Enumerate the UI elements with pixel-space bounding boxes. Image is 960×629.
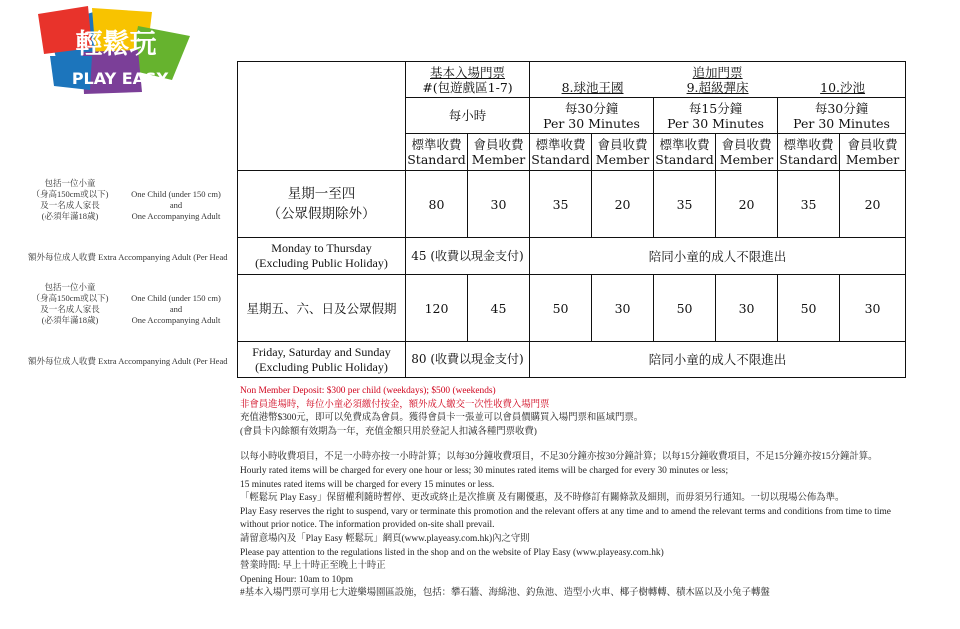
col-standard: 標準收費 Standard (406, 134, 468, 171)
side-en-line: One Child (under 150 cm) (131, 293, 221, 303)
side-en-line: and (169, 304, 183, 314)
price-cell: 30 (840, 275, 906, 342)
logo-chinese: 輕鬆玩 (75, 29, 157, 60)
zone-ball-pool: 8.球池王國 (561, 79, 624, 95)
rate-ball-pool (530, 98, 654, 134)
basic-ticket-title: 基本入場門票 (430, 64, 506, 80)
price-cell: 30 (592, 275, 654, 342)
facilities-note: #基本入場門票可享用七大遊樂場園區設施，包括：攀石牆、海綿池、釣魚池、造型小火車、椰子樹轉轉、積木區以及小兔子轉盤 (240, 588, 770, 599)
side-extra-text: 額外每位成人收費 Extra Accompanying Adult (Per Head (28, 356, 228, 366)
price-cell: 30 (716, 275, 778, 342)
col-member: 會員收費 Member (592, 134, 654, 171)
side-zh-line: 包括一位小童 (44, 282, 96, 292)
price-cell: 20 (592, 171, 654, 238)
addon-ticket-header (530, 62, 906, 98)
zone-sandpit: 10.沙池 (820, 79, 866, 95)
rate-zh: 每15分鐘 (688, 100, 743, 116)
side-zh-line: （身高150cm或以下) (31, 189, 109, 199)
price-cell: 35 (530, 171, 592, 238)
price-table (237, 61, 906, 378)
member-validity-note: (會員卡內餘額有效期為一年，充值金額只用於登記人扣減各種門票收費) (240, 426, 537, 437)
side-en-line: One Accompanying Adult (131, 211, 221, 221)
deposit-note-zh: 非會員進場時，每位小童必須繳付按金，額外成人繳交一次性收費入場門票 (240, 399, 550, 410)
rate-en: Per 30 Minutes (793, 115, 890, 131)
col-standard: 標準收費 Standard (778, 134, 840, 171)
col-standard: 標準收費 Standard (654, 134, 716, 171)
col-member: 會員收費 Member (840, 134, 906, 171)
side-zh-line: (必須年滿18歲) (41, 315, 99, 325)
table-row-weekend-extra (238, 342, 906, 378)
rights-note-en-2: without prior notice. The information provided on-site shall prevail. (240, 520, 495, 531)
basic-ticket-sub: #(包遊戲區1-7) (422, 79, 513, 95)
deposit-note-en: Non Member Deposit: $300 per child (weekdays); $500 (weekends) (240, 386, 496, 396)
side-en-line: One Accompanying Adult (131, 315, 221, 325)
member-note: 充值港幣$300元，即可以免費成為會員。獲得會員卡一張並可以會員價購買入場門票和區域門票。 (240, 413, 644, 424)
basic-ticket-header (406, 62, 530, 98)
rate-en: Per 30 Minutes (543, 115, 640, 131)
zone-trampoline: 9.超級彈床 (686, 79, 749, 95)
price-cell: 50 (778, 275, 840, 342)
table-row-weekday (238, 171, 906, 238)
opening-hours-zh: 營業時間: 早上十時正至晚上十時正 (240, 561, 386, 572)
side-zh-line: 及一名成人家長 (40, 304, 100, 314)
price-cell: 20 (716, 171, 778, 238)
unlimited-note: 陪同小童的成人不限進出 (530, 342, 906, 378)
side-en-line: and (169, 200, 183, 210)
rate-zh: 每30分鐘 (564, 100, 619, 116)
table-row-weekday-extra (238, 238, 906, 275)
charging-rule-en-2: 15 minutes rated items will be charged for every 15 minutes or less. (240, 479, 495, 490)
per-hour-label: 每小時 (406, 98, 530, 134)
side-zh-line: 包括一位小童 (44, 178, 96, 188)
col-member: 會員收費 Member (468, 134, 530, 171)
row-label-weekday: 星期一至四 （公眾假期除外） (238, 171, 406, 238)
side-zh-line: 及一名成人家長 (40, 200, 100, 210)
price-cell: 35 (778, 171, 840, 238)
price-cell: 30 (468, 171, 530, 238)
price-cell: 50 (530, 275, 592, 342)
extra-adult-weekend: 80 (收費以現金支付) (406, 342, 530, 378)
play-easy-logo (30, 6, 195, 98)
logo-english: PLAY EASY (71, 69, 169, 88)
side-zh-line: （身高150cm或以下) (31, 293, 109, 303)
regulations-en: Please pay attention to the regulations listed in the shop and on the website of Play Easy (www.playeasy.com.hk) (240, 547, 664, 558)
price-cell: 50 (654, 275, 716, 342)
side-en-line: One Child (under 150 cm) (131, 189, 221, 199)
col-standard: 標準收費 Standard (530, 134, 592, 171)
table-row-weekend (238, 275, 906, 342)
terms-notes (240, 385, 952, 601)
opening-hours-en: Opening Hour: 10am to 10pm (240, 574, 354, 585)
regulations-zh: 請留意場內及「Play Easy 輕鬆玩」網頁(www.playeasy.com.hk)內之守則 (240, 533, 530, 544)
price-cell: 35 (654, 171, 716, 238)
table-corner (238, 62, 406, 171)
addon-ticket-title: 追加門票 (692, 64, 743, 80)
charging-rule-zh: 以每小時收費項目，不足一小時亦按一小時計算；以每30分鐘收費項目，不足30分鐘亦按30分鐘計算；以每15分鐘收費項目，不足15分鐘亦按15分鐘計算。 (240, 452, 878, 463)
charging-rule-en: Hourly rated items will be charged for every one hour or less; 30 minutes rated items will be charged for every 30 minutes or less; (240, 465, 729, 476)
price-cell: 20 (840, 171, 906, 238)
side-extra-text: 額外每位成人收費 Extra Accompanying Adult (Per Head (28, 252, 228, 262)
extra-adult-weekday: 45 (收費以現金支付) (406, 238, 530, 275)
unlimited-note: 陪同小童的成人不限進出 (530, 238, 906, 275)
row-label-weekend-en: Friday, Saturday and Sunday (Excluding Public Holiday) (238, 342, 406, 378)
col-member: 會員收費 Member (716, 134, 778, 171)
rights-note-en: Play Easy reserves the right to suspend, vary or terminate this promotion and the relevant offers at any time and to amend the relevant terms and conditions from time to time (240, 506, 891, 517)
side-zh-line: (必須年滿18歲) (41, 211, 99, 221)
rights-note-zh: 「輕鬆玩 Play Easy」保留權利隨時暫停、更改或終止是次推廣 及有關優惠，及不時修訂有關條款及細則，而毋須另行通知。一切以現場公佈為準。 (240, 493, 845, 504)
price-cell: 80 (406, 171, 468, 238)
rate-zh: 每30分鐘 (814, 100, 869, 116)
price-cell: 45 (468, 275, 530, 342)
price-cell: 120 (406, 275, 468, 342)
rate-trampoline (654, 98, 778, 134)
row-label-weekday-en: Monday to Thursday (Excluding Public Holiday) (238, 238, 406, 275)
rate-en: Per 30 Minutes (667, 115, 764, 131)
row-label-weekend: 星期五、六、日及公眾假期 (238, 275, 406, 342)
rate-sandpit (778, 98, 906, 134)
